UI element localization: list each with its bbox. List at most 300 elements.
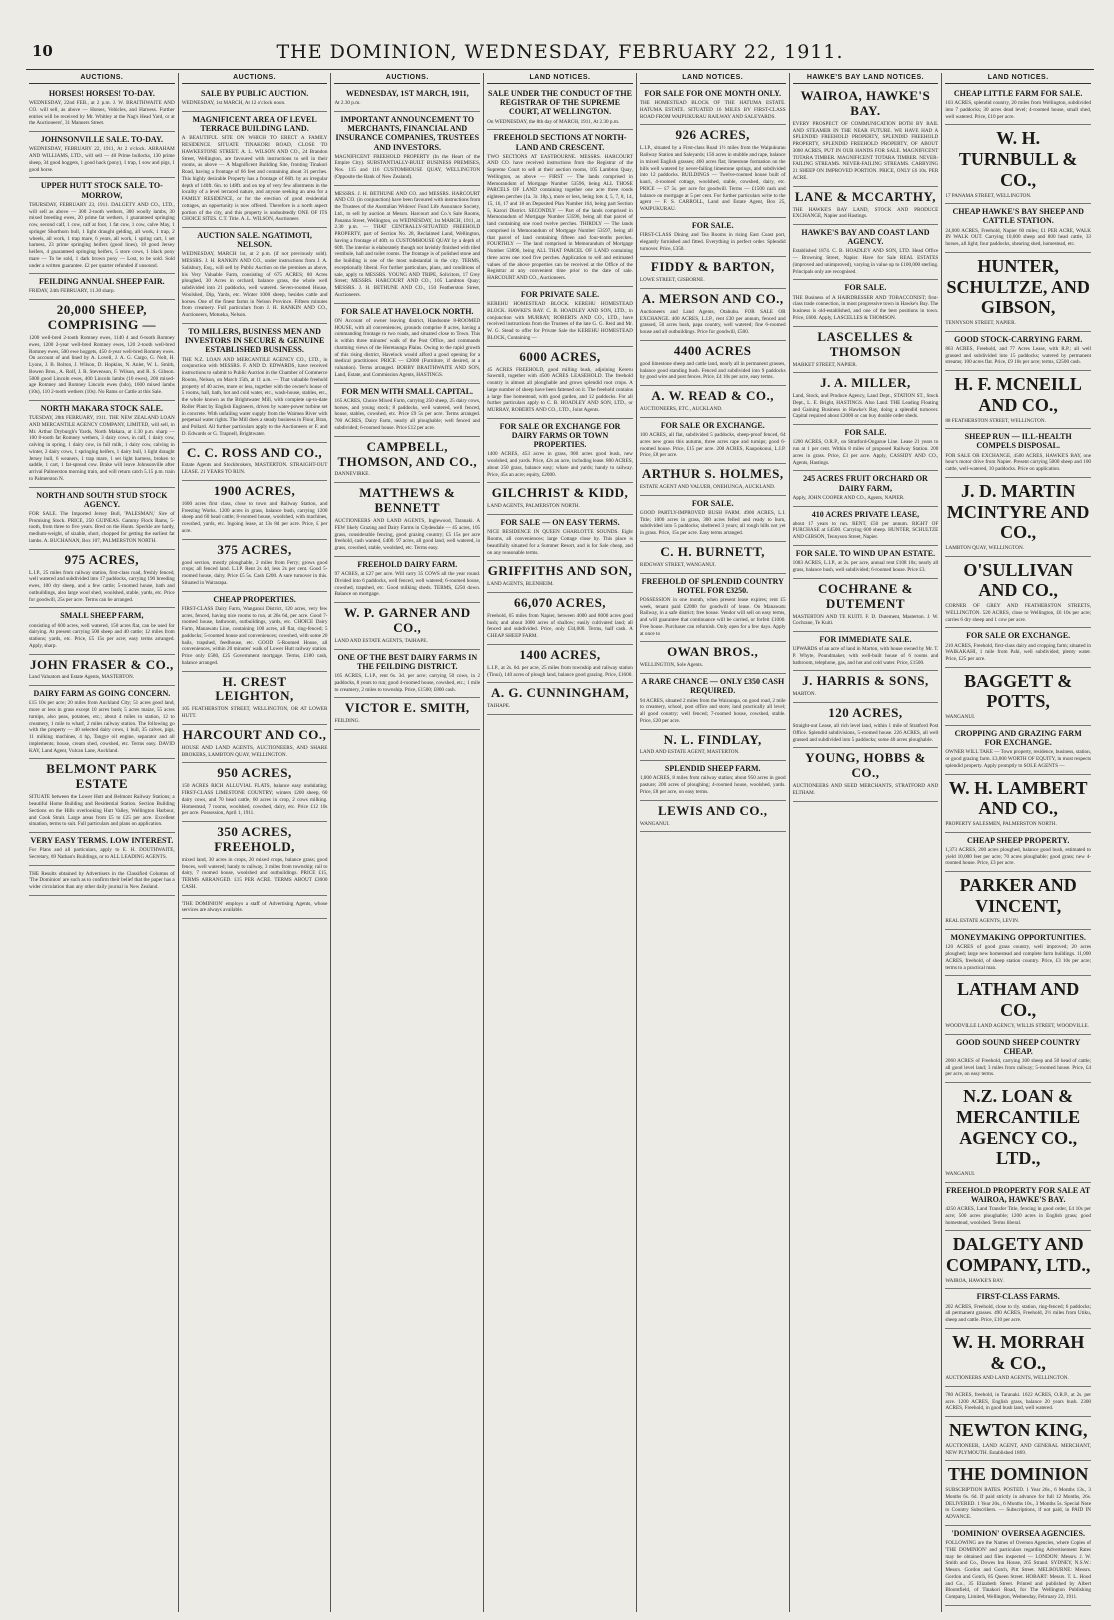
advertisement	[945, 1329, 1091, 1387]
ad-body-text: WEDNESDAY, FEBRUARY 22, 1911, At 2 o'clock. ABRAHAM AND WILLIAMS, LTD., will sell — 40 Prime bullocks, 130 prime sheep, 34 good hoggets, 1 good hack (pony), 1 trap, 1 sow and pigs, 1 good horse.	[29, 146, 175, 173]
advertisement	[793, 671, 939, 703]
advertisement	[945, 1387, 1091, 1417]
advertisement	[29, 300, 175, 401]
ad-body-text: TENNYSON STREET, NAPIER.	[945, 319, 1016, 326]
advertisement	[793, 187, 939, 225]
ad-body-text: FIRST-CLASS Dairy Farm, Wanganui District, 120 acres, very few acres, fenced, having nice rooms to run, at 26s 6d, per acre. Good 7-roomed house, bathroom, outbuildings, yards, etc. CHOICE Dairy Farm, Manawatu Line, containing 100 acres, all flat, ring-fenced; 5 paddocks; 5-roomed house and conveniences; cowshed, with some 20 bails, trapshed, feedhouse, etc. GOOD 5-Roomed House, all conveniences, within 20 minutes' walk of Lower Hutt railway station. Price only £580, £25 Government mortgage. Terms, £180 cash, balance arranged.	[181, 605, 328, 666]
ad-body-text: ON Account of owner leaving district, Handsome 8-ROOMED HOUSE, with all conveniences, grounds comprise 8 acres, having a commanding frontage to two roads, and situated close to Town. This is within three minutes' walk of the Post Office, and commands charming views of the Heretaunga Plains. Owing to the rapid growth of this rising district, Havelock would afford a good opening for a medical practitioner. PRICE — £2000 (Furniture, if desired, at a valuation). Terms arranged. BOBBY BRAITHWAITE AND SON, Land, Estate, and Commission Agents, HASTINGS.	[334, 317, 481, 378]
masthead-rule	[26, 69, 1094, 70]
ad-heading: JOHNSONVILLE SALE. TO-DAY.	[40, 135, 163, 145]
advertisement	[945, 1461, 1091, 1525]
ad-heading: CROPPING AND GRAZING FARM FOR EXCHANGE.	[954, 728, 1082, 748]
advertisement	[640, 257, 786, 289]
ad-body-text: 780 ACRES, freehold, in Taranaki. 1022 ACRES, O.R.P., at 2s. per acre. 1200 ACRES, English grass, balance 20 years bush. 2300 ACRES, Freehold, in good bush land, well watered.	[945, 1391, 1092, 1412]
column	[636, 73, 789, 1612]
ad-body-text: FOR SALE. The Imported Jersey Bull, 'PALESMAN,' Sire of Promising Stock. PRICE, 250 GUINEAS. Gammy Flock Rams, 5-tooth, from three to five years. Bred on the Hunts. Speckle are hardy, medium-weight, of sizable, short, chopped for getting the earliest fat lambs. A. BUCHANAN, Box 107, PALMERSTON NORTH.	[29, 510, 175, 544]
ad-heading: A RARE CHANCE — ONLY £350 CASH REQUIRED.	[641, 677, 785, 696]
ad-heading: FOR SALE.	[844, 283, 887, 293]
ad-heading: HAWKE'S BAY AND COAST LAND AGENCY.	[801, 228, 930, 247]
ad-heading: IMPORTANT ANNOUNCEMENT TO MERCHANTS, FINANCIAL AND INSURANCE COMPANIES, TRUSTEES AND INVESTORS.	[335, 114, 480, 152]
ad-body-text: 210 ACRES, Freehold, first-class dairy and cropping farm; situated in WAIKAKAHI, 1 mile from Pahi, well subdivided, plenty water. Price, £25 per acre.	[945, 642, 1092, 662]
ad-heading: 950 ACRES,	[217, 765, 292, 781]
ad-body-text: 45 ACRES FREEHOLD, good milling bush, adjoining Kereru Sawmill, together with 4500 ACRES LEASEHOLD. The freehold country is almost all ploughable and grows splendid root crops. A large number of sheep have been fattened on it. The freehold contains a large fine homestead, with good garden, and 12 paddocks. For all further particulars apply to C. B. HOADLEY AND SON, LTD., or MURRAY, ROBERTS AND CO., LTD., Joint Agents.	[487, 366, 633, 414]
column-heading: AUCTIONS.	[182, 73, 328, 84]
advertisement	[640, 642, 786, 674]
ad-body-text: AUCTIONEER, LAND AGENT, AND GENERAL MERCHANT, NEW PLYMOUTH. Established 1869.	[945, 1442, 1092, 1456]
ad-heading: LEWIS AND CO.,	[657, 802, 768, 818]
ad-heading: N. L. FINDLAY,	[663, 731, 762, 747]
ad-heading: FIRST-CLASS FARMS.	[976, 1292, 1060, 1302]
advertisement	[29, 866, 175, 896]
advertisement	[29, 608, 175, 654]
advertisement	[182, 324, 328, 443]
ad-body-text: AUCTIONEERS AND SEED MERCHANTS, STRATFORD AND ELTHAM.	[792, 783, 939, 796]
ad-heading: FOR PRIVATE SALE.	[520, 289, 600, 299]
column-heading: HAWKE'S BAY LAND NOTICES.	[793, 73, 939, 84]
advertisement	[945, 833, 1091, 872]
ad-heading: FOR SALE FOR ONE MONTH ONLY.	[644, 89, 782, 98]
ad-heading: FOR SALE — ON EASY TERMS.	[500, 518, 620, 528]
ad-body-text: HOUSE AND LAND AGENTS, AUCTIONEERS, AND SHARE BROKERS, LAMBTON QUAY, WELLINGTON.	[181, 744, 328, 758]
advertisement	[945, 1417, 1091, 1461]
ad-body-text: FOLLOWING are the Names of Oversea Agencies, where Copies of 'THE DOMINION' and particulars regarding Advertisement Rates may be obtained and files inspected — LONDON: Messrs. J. W. Smith and Co., Dowes Inn House, 265 Strand. SYDNEY, N.S.W.: Messrs. Gordon and Gotch, Pitt Street. MELBOURNE: Messrs. Gordon and Gotch, 85 Queen Street. HOBART: Messrs. T. L. Hood and Co., 35 Elizabeth Street. Printed and published by Albert Bloomfield, of Tinakori Road, for The Wellington Publishing Company, Limited, Wellington, Wednesday, February 22, 1911.	[945, 1540, 1092, 1600]
ad-heading: H. CREST LEIGHTON,	[215, 673, 294, 704]
ad-heading: BELMONT PARK ESTATE	[46, 761, 158, 792]
ad-body-text: 17 PANAMA STREET, WELLINGTON.	[945, 192, 1032, 199]
ad-body-text: WOODVILLE LAND AGENCY, WILLIS STREET, WOODVILLE.	[945, 1022, 1090, 1029]
advertisement	[945, 930, 1091, 976]
ad-heading: FOR SALE.	[691, 220, 734, 230]
ad-heading: MONEYMAKING OPPORTUNITIES.	[950, 933, 1086, 943]
ad-heading: 6000 ACRES,	[519, 348, 601, 364]
advertisement	[487, 287, 633, 347]
ad-heading: SALE BY PUBLIC AUCTION.	[200, 89, 309, 98]
ad-heading: 410 ACRES PRIVATE LEASE,	[811, 509, 920, 519]
ad-body-text: For Plans and all particulars, apply to E. H. DOUTHWAITE, Secretary, 69 Nathan's Buildings, or to ALL LEADING AGENTS.	[29, 847, 175, 860]
ad-body-text: EVERY PROSPECT OF COMMUNICATION BOTH BY RAIL AND STEAMER IN THE NEAR FUTURE. WE HAVE HAD A SPLENDID FREEHOLD PROPERTY, SPLENDID FREEHOLD PROPERTY, SPLENDID FREEHOLD PROPERTY, OF ABOUT 3000 ACRES, PUT IN OUR HANDS FOR SALE. MAGNIFICENT TOTARA TIMBER. MAGNIFICENT TOTARA TIMBER. NEVER-FAILING STREAMS. NEVER-FAILING STREAMS. CARRYING 21 SHEEP ON IMPROVED PORTION. PRICE, ONLY £6 10s. PER ACRE.	[792, 120, 939, 181]
ad-heading: 350 ACRES, FREEHOLD,	[214, 824, 295, 854]
ad-body-text: NICE RESIDENCE IN QUEEN CHARLOTTE SOUNDS. Eight Rooms, all conveniences; large Cottage close by. This place is beautifully situated for a Summer Resort, and is for Sale cheap, and on any reasonable terms.	[487, 529, 633, 556]
advertisement	[945, 1289, 1091, 1328]
advertisement	[29, 86, 175, 132]
ad-body-text: THE HAWKE'S BAY LAND, STOCK AND PRODUCE EXCHANGE, Napier and Hastings.	[792, 206, 939, 220]
advertisement	[487, 561, 633, 593]
ad-heading: SHEEP RUN — ILL-HEALTH COMPELS DISPOSAL.	[964, 432, 1072, 451]
ad-body-text: SUBSCRIPTION RATES. POSTED. 1 Year 26s., 6 Months 13s., 3 Months 6s. 6d. If paid strictly in advance for full 12 Months, 26s. DELIVERED. 1 Year 20s., 6 Months 10s., 3 Months 5s. Special Note to Country Subscribers. — Subscriptions, if not paid, in PAID IN ADVANCE.	[945, 1487, 1092, 1521]
ad-heading: CHEAP SHEEP PROPERTY.	[967, 835, 1070, 845]
advertisement	[29, 132, 175, 178]
advertisement	[29, 488, 175, 550]
advertisement	[487, 645, 633, 683]
ad-heading: THE DOMINION	[947, 1464, 1089, 1485]
ad-body-text: REAL ESTATE AGENTS, LEVIN.	[945, 918, 1020, 925]
ad-body-text: 2060 ACRES of Freehold, carrying 300 sheep and 50 head of cattle; all good level land; 3 miles from railway; 5-roomed house. Price, £4 per acre, on easy terms.	[945, 1057, 1092, 1078]
ad-body-text: 94 ACRES, situated 2 miles from the Wairarapa, on good road, 2 mile to creamery, school, post office and store; land practically all level; all good country; well fenced; 7-roomed house, cowshed, stable. Price, £20 per acre.	[639, 697, 786, 724]
advertisement	[334, 186, 480, 304]
ad-heading: COCHRANE & DUTEMENT	[817, 580, 913, 611]
ad-heading: GOOD SOUND SHEEP COUNTRY CHEAP.	[955, 1037, 1081, 1056]
ad-heading: PARKER AND VINCENT,	[959, 875, 1077, 916]
ad-heading: ARTHUR S. HOLMES,	[641, 466, 784, 481]
column	[178, 73, 331, 1612]
advertisement	[487, 483, 633, 515]
ad-body-text: L.I.P., 25 miles from railway station, first-class road, freshly fenced, well watered and subdivided into 17 paddocks, carrying 190 breeding ewes, 100 dry sheep, and a few cattle; 5-roomed house, bath and outbuildings, also large wool shed, woolshed, stable, yards, etc. Price for goodwill, 25s per acre. Terms can be arranged.	[29, 569, 175, 603]
ad-body-text: THE HOMESTEAD BLOCK OF THE HATUMA ESTATE. HATUMA ESTATE. SITUATED 16 MILES BY FIRST-CLASS ROAD FROM WAIPUKURAU RAILWAY AND SALEYARDS.	[639, 100, 786, 120]
ad-body-text: THE Results obtained by Advertisers in the Classified Columns of 'The Dominion' are such as to confirm their belief that the paper has a wider circulation than any other daily journal in New Zealand.	[29, 870, 175, 891]
ad-body-text: 1,373 ACRES, 200 acres ploughed, balance good bush, estimated to yield 10,000 feet per acre; 70 acres ploughable; good grass; new 4-roomed house. Price, £3 per acre.	[945, 846, 1092, 867]
advertisement	[640, 496, 786, 542]
advertisement	[29, 833, 175, 866]
advertisement	[945, 775, 1091, 833]
ad-body-text: WEDNESDAY, MARCH 1st, at 2 p.m. (if not previously sold). MESSRS. J. H. RANKIN AND CO., under instructions from J. A. Salisbury, Esq., will sell by Public Auction on the premises as above, his Very Valuable Farm, consisting of 675 ACRES; 80 Acres ploughed, 30 Acres in orchard, balance grass, the whole well subdivided into 21 paddocks, well watered. Seven-roomed House, Woolshed, Dip, Yards, etc. Winter 1000 sheep, besides cattle and horses. One of the finest farms in Nelson Province. Fifteen minutes from creamery. Full particulars from J. H. RANKIN AND CO., Auctioneers, Motueka, Nelson.	[181, 251, 328, 319]
advertisement	[334, 384, 480, 437]
advertisement	[793, 86, 939, 187]
ad-body-text: SITUATE between the Lower Hutt and Belmont Railway Stations; a beautiful Home Building and Residential Station. Section Building Sections on the Hills overlooking Hutt Valley, Wellington Harbour, and Cook Strait. Large areas from £5 to £25 per acre. Excellent situation, terms to suit. Full particulars and plans on application.	[29, 794, 175, 828]
advertisement	[487, 86, 633, 130]
ad-body-text: 1,000 ACRES, 8 miles from railway station; about 950 acres in good pasture; 200 acres of ploughing; 4-roomed house, woolshed, yards. Price, £8 per acre, on easy terms.	[639, 775, 786, 795]
ad-heading: 1900 ACRES,	[213, 482, 296, 498]
ad-body-text: Freehold, 65 miles from Napier, between 4000 and 8000 acres good bush; and about 3000 acres of shallow; easily cultivated land; all fenced and subdivided. Price, only £34,000. Terms, half cash. A CHEAP SHEEP FARM.	[487, 612, 633, 640]
ad-heading: FOR SALE OR EXCHANGE FOR DAIRY FARMS OR TOWN PROPERTIES.	[499, 421, 621, 450]
ad-heading: TO MILLERS, BUSINESS MEN AND INVESTORS IN SECURE & GENUINE ESTABLISHED BUSINESS.	[184, 326, 325, 355]
ad-heading: LASCELLES & THOMSON	[817, 328, 914, 359]
advertisement	[640, 674, 786, 729]
advertisement	[182, 725, 328, 763]
advertisement	[29, 178, 175, 274]
ad-heading: CHEAP LITTLE FARM FOR SALE.	[953, 89, 1083, 98]
column	[330, 73, 483, 1612]
ad-body-text: FRIDAY, 24th FEBRUARY, 11.30 sharp.	[29, 288, 115, 295]
ad-body-text: 88 FEATHERSTON STREET, WELLINGTON.	[945, 417, 1046, 424]
advertisement	[182, 228, 328, 324]
ad-body-text: Land, Stock, and Produce Agency, Land Dept., STATION ST., Stock Dept., L. E. Bright, HASTINGS. Also Land. THE Leading Floating and Gaining Business in Hawke's Bay, doing a splendid turnover. Capital required about £2000 or can buy double order sheds.	[792, 393, 939, 420]
ad-heading: 4400 ACRES	[673, 342, 752, 358]
advertisement	[640, 801, 786, 833]
column-heading: AUCTIONS.	[334, 73, 480, 84]
ad-heading: 245 ACRES FRUIT ORCHARD OR DAIRY FARM,	[803, 474, 928, 493]
advertisement	[945, 557, 1091, 629]
ad-heading: AUCTION SALE. NGATIMOTI, NELSON.	[197, 231, 312, 250]
ad-heading: FOR SALE. TO WIND UP AN ESTATE.	[795, 548, 936, 558]
ad-heading: C. H. BURNETT,	[660, 543, 766, 559]
ad-body-text: LAND AGENTS, BLENHEIM.	[487, 581, 554, 588]
ad-heading: NORTH MAKARA STOCK SALE.	[40, 403, 163, 413]
ad-body-text: Established 1874. C. B. HOADLEY AND SON, LTD. Head Office — Browning Street, Napier. Have for Sale REAL ESTATES (improved and unimproved), varying in value up to £100,000 sterling. Principals only are recognised.	[792, 248, 939, 275]
ad-body-text: AUCTIONEERS AND LAND AGENTS, WELLINGTON.	[945, 1375, 1069, 1382]
ad-heading: FREEHOLD OF SPLENDID COUNTRY HOTEL FOR £3250.	[641, 576, 784, 595]
ad-body-text: GOOD PARTLY-IMPROVED BUSH FARM. 4900 ACRES, L.I. Title; 1000 acres in grass, 300 acres felled and ready to burn, subdivided into 5 paddocks; sheltered 3 years; all rough hills not yet in grass. Price, 15s per acre. Easy terms arranged.	[639, 509, 786, 537]
advertisement	[487, 130, 633, 287]
advertisement	[487, 515, 633, 561]
ad-body-text: RIDGWAY STREET, WANGANUI.	[639, 561, 716, 568]
ad-heading: CAMPBELL, THOMSON, AND CO.,	[337, 438, 478, 469]
ad-heading: N.Z. LOAN & MERCANTILE AGENCY CO., LTD.,	[956, 1086, 1081, 1169]
ad-body-text: LAND AND ESTATE AGENT, MASTERTON.	[639, 749, 740, 756]
ad-heading: YOUNG, HOBBS & CO.,	[805, 750, 926, 781]
ad-body-text: 24,000 ACRES, Freehold, Napier 60 miles; £1 PER ACRE, WALK IN WALK OUT. Carrying 10,000 sheep and 800 head cattle, 33 horses, all light; four paddocks, shearing shed, homestead, etc.	[945, 227, 1092, 248]
page-number: 10	[32, 42, 53, 60]
advertisement	[945, 371, 1091, 429]
advertisement	[945, 1083, 1091, 1183]
ad-heading: FREEHOLD DAIRY FARM.	[357, 559, 458, 569]
ad-body-text: MASTERTON AND TE KUITI. F. D. Dutement, Masterton. J. W. Cochrane, Te Kuiti.	[792, 613, 939, 627]
ad-heading: VICTOR E. SMITH,	[344, 700, 470, 716]
ad-body-text: about 17 years to run. RENT, £50 per annum. RIGHT OF PURCHASE at £4500. Carrying 600 sheep. HUNTER, SCHULTZE AND GIBSON, Tennyson Street, Napier.	[792, 520, 939, 541]
advertisement	[334, 483, 480, 557]
advertisement	[182, 822, 328, 896]
ad-body-text: THE Business of A HAIRDRESSER AND TOBACCONIST; first-class trade connection, in most progressive town in Hawke's Bay. The business is old-established, and one of the best positions in town. Price, £600. Apply, LASCELLES & THOMSON.	[792, 294, 939, 321]
advertisement	[640, 386, 786, 418]
advertisement	[182, 763, 328, 822]
ad-heading: SPLENDID SHEEP FARM.	[664, 764, 761, 774]
advertisement	[640, 542, 786, 574]
ad-heading: 66,070 ACRES,	[513, 594, 607, 610]
ad-heading: W. H. MORRAH & CO.,	[952, 1331, 1085, 1373]
ad-heading: A. G. CUNNINGHAM,	[490, 685, 630, 701]
advertisement	[945, 726, 1091, 775]
ad-body-text: Apply, JOHN COOPER AND CO., Agents, NAPIER.	[792, 494, 905, 501]
ad-body-text: Straight-out Lease, all rich level land, within 1 mile of Stratford Post Office. Splendid subdivisions, 5-roomed house. 226 ACRES, all well grassed and subdivided into 5 paddocks; some 40 acres ploughable.	[792, 723, 939, 743]
ad-body-text: 'THE DOMINION' employs a staff of Advertising Agents, whose services are always available.	[181, 900, 328, 914]
advertisement	[945, 976, 1091, 1034]
ad-body-text: WANGANUI.	[945, 714, 976, 721]
ad-body-text: good section, mostly ploughable, 2 miles from Ferry; grows good crops; all fenced land. L.I.P. Rent 2s 4d, less 2s per cent. Good 5-roomed house, dairy. Price £5 5s. Cash £200. A sure turnover in this. Situated in Wairarapa.	[181, 559, 328, 586]
ad-body-text: consisting of 600 acres, well watered, 150 acres flat, can be used for dairying. At present carrying 500 sheep and 40 cattle; 12 miles from stations; yards, etc. Price, £5 15s per acre; easy terms arranged. Apply, sharp.	[29, 622, 175, 649]
advertisement	[182, 540, 328, 592]
ad-body-text: WEDNESDAY, 1st MARCH, At 12 o'clock noon.	[181, 100, 286, 107]
advertisement	[182, 443, 328, 481]
advertisement	[640, 289, 786, 341]
ad-heading: FOR MEN WITH SMALL CAPITAL.	[341, 386, 474, 396]
ad-body-text: 165 ACRES, Choice Mixed Farm, carrying 250 sheep, 25 dairy cows, horses, and young stock; 8 paddocks, well watered, well fenced, house, stables, cowshed, etc. Price £9 5s per acre. Terms arranged. 700 ACRES, Dairy Farm, nearly all ploughable; well fenced and subdivided; 6-roomed house. Price £12 per acre.	[334, 397, 481, 431]
column-heading: AUCTIONS.	[29, 73, 175, 84]
ad-heading: HARCOURT AND CO.,	[182, 726, 327, 742]
advertisement	[945, 253, 1091, 332]
ad-heading: A. MERSON AND CO.,	[641, 291, 784, 306]
ad-body-text: WAIROA, HAWKE'S BAY.	[945, 1277, 1004, 1284]
ad-heading: FOR SALE.	[691, 498, 734, 508]
advertisement	[793, 373, 939, 425]
ad-heading: VERY EASY TERMS. LOW INTEREST.	[30, 836, 174, 845]
ad-body-text: PROPERTY SALESMEN, PALMERSTON NORTH.	[945, 820, 1057, 827]
advertisement	[334, 86, 480, 112]
ad-body-text: 100 ACRES, all flat, subdivided 5 paddocks, sheep-proof fenced, 64 acres new grass this autumn, three acres rape and turnips; good 6-roomed house. Price, £15 per acre. 200 ACRES, Kaupokonui, L.I.P. Price, £8 per acre.	[639, 432, 786, 459]
advertisement	[945, 478, 1091, 557]
advertisement	[793, 632, 939, 671]
ad-body-text: MARKET STREET, NAPIER.	[792, 361, 857, 368]
advertisement	[29, 759, 175, 833]
ad-heading: W. H. TURNBULL & CO.,	[958, 128, 1078, 190]
masthead	[26, 38, 1094, 66]
ad-heading: BAGGETT & POTTS,	[964, 670, 1073, 712]
advertisement	[29, 686, 175, 759]
advertisement	[945, 429, 1091, 478]
advertisement	[334, 557, 480, 603]
ad-body-text: MARTON.	[792, 691, 816, 698]
column	[483, 73, 636, 1612]
advertisement	[945, 86, 1091, 125]
ad-body-text: LAMBTON QUAY, WELLINGTON.	[945, 544, 1024, 551]
advertisement	[29, 550, 175, 609]
ad-heading: UPPER HUTT STOCK SALE. TO-MORROW,	[40, 181, 163, 200]
ad-heading: SMALL SHEEP FARM,	[60, 611, 144, 621]
ad-body-text: MAGNIFICENT FREEHOLD PROPERTY (In the Heart of the Empire City). SUBSTANTIALLY-BUILT BUSINESS PREMISES, Nos. 115 and 116 CUSTOMHOUSE QUAY, WELLINGTON (Opposite the Bank of New Zealand).	[334, 153, 481, 180]
column-heading: LAND NOTICES.	[945, 73, 1091, 84]
ad-heading: ONE OF THE BEST DAIRY FARMS IN THE FEILDING DISTRICT.	[337, 652, 478, 671]
ad-body-text: 120 ACRES of good grass country, well improved; 20 acres ploughed; large new homestead and complete farm buildings. 11,000 ACRES, freehold, of sheep station country. Price, £3 10s per acre; terms to a practical man.	[945, 944, 1092, 971]
ad-body-text: THURSDAY, FEBRUARY 23, 1911. DALGETY AND CO., LTD., will sell as above — 300 2-tooth wethers, 300 woolly lambs, 30 mixed breeding ewes, 20 prime fat wethers, 1 guaranteed springing cow, second calf, 1 cow, calf at foot, 1 fat cow, 1 cow, calve May, 1 springer Shorthorn bull, 1 light draught gelding, all work, 1 trap, 2 wheels, all work, 1 trap mare, 6 years, all work, 1 spring cart, 1 set harness, 23 prime springing heifers (good lines), 18 good Jersey heifers, 4 guaranteed springing heifers, 5 store cows, 1 black pony mare — To be sold, 1 dark brown pony — Lost, to be sold. Sold under a written guarantee. £2 per quarter refunded if unsound.	[29, 201, 175, 269]
advertisement	[640, 730, 786, 762]
ad-heading: GOOD STOCK-CARRYING FARM.	[954, 334, 1083, 344]
ad-heading: NEWTON KING,	[948, 1420, 1088, 1441]
ad-heading: 375 ACRES,	[217, 541, 292, 557]
ad-heading: CHEAP PROPERTIES.	[213, 594, 296, 604]
advertisement	[487, 683, 633, 715]
ad-heading: MAGNIFICENT AREA OF LEVEL TERRACE BUILDING LAND.	[192, 114, 317, 134]
ad-body-text: LAND AGENTS, PALMERSTON NORTH.	[487, 503, 580, 510]
ad-body-text: 105 ACRES, L.I.P., rent 6s. 3d. per acre; carrying 50 cows, in 2 paddocks, 8 years to run; good 4-roomed house, cowshed, etc.; 1 mile to creamery, 2 miles to township. Price, £1500; £800 cash.	[334, 673, 481, 693]
ad-heading: HUNTER, SCHULTZE, AND GIBSON,	[946, 255, 1090, 318]
advertisement	[334, 112, 480, 186]
ad-heading: LANE & MCCARTHY,	[794, 188, 936, 204]
ad-body-text: MESSRS. J. H. BETHUNE AND CO. and MESSRS. HARCOURT AND CO. (in conjunction) have been favoured with instructions from the Trustees of the Australian Widows' Fund Life Assurance Society, Ltd., to sell by auction at Messrs. Harcourt and Co.'s Sale Rooms, Panama Street, Wellington, on WEDNESDAY, 1st MARCH, 1911, at 2.30 p.m. — THAT CENTRALLY-SITUATED FREEHOLD PROPERTY, part of Section No. 28, Reclaimed Land, Wellington, having a frontage of 40ft. to CUSTOMHOUSE QUAY by a depth of 60ft. The interior is elaborately though not lavishly finished with tiled vestibule, hall and toilet rooms. The frontage is of polished stone and the building is one of the most substantial in the city. TERMS, exceptionally liberal. For further particulars, plans, and conditions of sale, apply to MESSRS. YOUNG AND TRIPE, Solicitors, 17 Grey Street; MESSRS. HARCOURT AND CO., 105 Lambton Quay; MESSRS. J. H. BETHUNE AND CO., 150 Featherston Street, Auctioneers.	[334, 190, 481, 298]
advertisement	[793, 579, 939, 632]
newspaper-title: THE DOMINION, WEDNESDAY, FEBRUARY 22, 1911.	[276, 41, 844, 63]
advertisement	[640, 218, 786, 257]
ad-heading: 20,000 SHEEP, COMPRISING —	[47, 302, 156, 333]
ad-heading: 120 ACRES,	[828, 705, 903, 721]
ad-body-text: WANGANUI.	[639, 820, 670, 827]
ad-heading: A. W. READ & CO.,	[651, 388, 775, 404]
advertisement	[793, 703, 939, 748]
ad-heading: FREEHOLD SECTIONS AT NORTH-LAND AND CRESCENT.	[493, 133, 627, 152]
column	[941, 73, 1094, 1612]
ad-body-text: Estate Agents and Stockbrokers, MASTERTON. STRAIGHT-OUT LEASE. 21 YEARS TO RUN.	[181, 462, 328, 476]
columns-container	[26, 73, 1094, 1612]
advertisement	[29, 274, 175, 300]
ad-heading: OWAN BROS.,	[667, 644, 759, 660]
ad-body-text: UPWARDS of an acre of land in Marton, with house owned by Mr. T. P. Whyte, Poundmaker, with well-built house of 6 rooms and bathroom, telephone, gas, and hot and cold water. Price, £1500.	[792, 646, 939, 666]
advertisement	[640, 464, 786, 496]
ad-heading: O'SULLIVAN AND CO.,	[963, 559, 1074, 601]
advertisement	[793, 748, 939, 801]
ad-body-text: 1083 ACRES, L.I.P., at 2s. per acre, annual rent £108 10s; nearly all grass, balance bush, well subdivided; 6-roomed house. Price £3.	[792, 560, 939, 573]
advertisement	[945, 332, 1091, 371]
ad-body-text: CORNER OF GREY AND FEATHERSTON STREETS, WELLINGTON. 520 ACRES, close to Wellington, £6 10s per acre; carries 6 dry sheep and 1 cow per acre.	[945, 603, 1092, 623]
advertisement	[334, 437, 480, 484]
advertisement	[182, 86, 328, 112]
ad-body-text: A BEAUTIFUL SITE ON WHICH TO ERECT A FAMILY RESIDENCE. SITUATE TINAKORI ROAD, CLOSE TO HAWKESTONE STREET. A. L. WILSON AND CO., 24 Brandon Street, Wellington, are favoured with instructions to sell in their rooms, as above — A Magnificent Building Site, fronting Tinakori Road, having a frontage of 66 feet and containing about 31 perches. This highly desirable Property has a frontage of 66ft. by an irregular depth of 140ft. 6in. to 148ft. and on top of very few allotments in the locality of a level terraced nature, and anyone seeking an area for a FAMILY RESIDENCE, or for the erection of good residential cottages, an opportunity is now offered. Therefore is a north aspect portion of the city, and this property is undoubtedly ONE OF ITS CHOICE SITES. C.T. Title. A. L. WILSON, Auctioneer.	[181, 135, 328, 223]
ad-body-text: good limestone sheep and cattle land, nearly all in permanent grasses, balance good standing bush. Fenced and subdivided into 9 paddocks by good wire and post fences. Price, £4 10s per acre, easy terms.	[639, 360, 786, 381]
ad-heading: FEILDING ANNUAL SHEEP FAIR.	[39, 277, 165, 287]
ad-body-text: DANNEVIRKE.	[334, 471, 370, 478]
ad-body-text: 103 ACRES, splendid country, 20 miles from Wellington, subdivided into 7 paddocks; 30 acres dead level; 4-roomed house, small shed, well watered. Price, £10 per acre.	[945, 100, 1092, 120]
advertisement	[945, 1183, 1091, 1232]
ad-body-text: L.I.P., at 2s. 6d. per acre, 25 miles from township and railway station (Tinui), 140 acres of plough land, balance good grazing. Price, £1600.	[487, 664, 633, 678]
advertisement	[793, 546, 939, 579]
advertisement	[945, 628, 1091, 667]
ad-heading: J. D. MARTIN MCINTYRE AND CO.,	[946, 480, 1090, 543]
advertisement	[640, 341, 786, 386]
advertisement	[182, 896, 328, 920]
ad-heading: JOHN FRASER & CO.,	[30, 656, 174, 672]
column-heading: LAND NOTICES.	[640, 73, 786, 84]
advertisement	[945, 668, 1091, 726]
ad-heading: 'DOMINION' OVERSEA AGENCIES.	[951, 1528, 1085, 1538]
advertisement	[182, 112, 328, 228]
ad-body-text: POSSESSION in one month, when present lease expires; rent £5 week, tenant paid £2000 for goodwill of lease. On Manawatu Railway, in a safe district; free house. Vendor will sell on easy terms, and will guarantee that continuance will be carried, or forfeit £1000. Free house. Purchaser can refurnish. Only open for a few days. Apply at once to	[639, 596, 786, 637]
advertisement	[334, 698, 480, 730]
advertisement	[945, 125, 1091, 204]
ad-heading: 1400 ACRES,	[519, 646, 601, 662]
ad-body-text: 863 ACRES, Freehold, and 77 Acres Lease, with R.P.; all well grassed and subdivided into 15 paddocks; watered by permanent streams; 100 acres flat. Price, £9 10s per acre; terms, £2500 cash.	[945, 345, 1092, 366]
advertisement	[640, 574, 786, 643]
ad-heading: 926 ACRES,	[675, 127, 750, 143]
ad-body-text: KEREHU HOMESTEAD BLOCK. KEREHU HOMESTEAD BLOCK. HAWKE'S BAY. C. B. HOADLEY AND SON, LTD., in conjunction with MURRAY, ROBERTS AND CO., LTD., have received instructions from the Trustees of the late G. G. Reid and Mr. W. G. Stead to offer for Private Sale the KEREHU HOMESTEAD BLOCK, Containing —	[487, 301, 633, 341]
advertisement	[487, 347, 633, 419]
column	[26, 73, 178, 1612]
advertisement	[640, 86, 786, 125]
ad-heading: FOR SALE OR EXCHANGE.	[966, 631, 1071, 641]
ad-body-text: AUCTIONEERS AND LAND AGENTS, Inglewood, Taranaki. A FEW likely Grazing and Dairy Farms in Clydesdale — 45 acres, 105 grass, considerable fencing, good grazing country; £5 15s per acre freehold, cash wanted, £400. 97 acres, all good land, well watered, in grass, cowshed, stable, woolshed, etc. Terms easy.	[334, 518, 481, 552]
ad-body-text: FEILDING.	[334, 718, 360, 725]
ad-body-text: TAIHAPE.	[487, 703, 511, 710]
ad-body-text: At 2.30 p.m.	[334, 100, 361, 107]
ad-heading: H. F. MCNEILL AND CO.,	[954, 374, 1082, 415]
ad-heading: GILCHRIST & KIDD,	[491, 485, 629, 501]
ad-body-text: TUESDAY, 28th FEBRUARY, 1911. THE NEW ZEALAND LOAN AND MERCANTILE AGENCY COMPANY, LIMITED, will sell, in Mr. Arthur Dryburgh's Yards, North Makara, at 1.30 p.m. sharp — 100 8-tooth fat Romney wethers, 3 dairy cows, in calf, 1 dairy cow, calving in spring, 1 dairy cow, in full milk, 1 dairy cow, calving in winter, 2 dairy cows, 1 springing heifers, 1 dairy bull, 1 light draught Jersey bull, 6 weaners, 1 trap mare, 1 set light harness, broken to saddle, 1 cart, 1 fat-spread cow. Brake will leave Johnsonville after arrival Palmerston morning train, and will return catch 5.15 p.m. train to Palmerston N.	[29, 415, 175, 482]
advertisement	[945, 1231, 1091, 1289]
ad-body-text: Auctioneers and Land Agents, Otahuhu. FOR SALE OR EXCHANGE. 400 ACRES, L.I.P., rent £30 per annum, fenced and grassed, 50 acres bush, papa country, well watered; fine 6-roomed house and all outbuildings. Price for goodwill, £500.	[639, 308, 786, 336]
ad-heading: J. HARRIS & SONS,	[802, 673, 929, 689]
ad-body-text: ESTATE AGENT AND VALUER, ONEHUNGA, AUCKLAND.	[639, 483, 776, 490]
advertisement	[793, 471, 939, 506]
ad-body-text: 105 FEATHERSTON STREET, WELLINGTON, OR AT LOWER HUTT.	[181, 706, 328, 720]
ad-heading: MATTHEWS & BENNETT	[359, 485, 456, 516]
ad-body-text: LAND AND ESTATE AGENTS, TAIHAPE.	[334, 637, 428, 644]
ad-body-text: Land Valuators and Estate Agents, MASTERTON.	[29, 674, 135, 681]
advertisement	[487, 593, 633, 645]
ad-body-text: 1200 ACRES, O.R.P., on Stratford-Ongarue Line. Lease 21 years to run at 1 per cent. Within 8 miles of proposed Railway Station. 200 acres in grass. Price, £3 per acre. Apply, CASSIDY AND CO., Agents, Hastings.	[792, 439, 939, 466]
advertisement	[29, 401, 175, 488]
ad-heading: HORSES! HORSES! TO-DAY.	[48, 89, 155, 98]
ad-heading: WAIROA, HAWKE'S BAY.	[800, 88, 931, 118]
advertisement	[334, 603, 480, 650]
ad-body-text: mixed land, 30 acres in crops, 20 mixed crops, balance grass; good fences, well watered; handy to railway, 3 miles from township; rail to dairy, 7 roomed house, woolshed and outbuildings. PRICE £15, TERMS ARRANGED. £15 PER ACRE. TERMS ABOUT £3000 CASH.	[181, 856, 328, 890]
advertisement	[793, 507, 939, 546]
ad-heading: W. H. LAMBERT AND CO.,	[948, 777, 1088, 819]
ad-heading: FOR SALE.	[844, 428, 887, 438]
advertisement	[945, 872, 1091, 930]
advertisement	[945, 1035, 1091, 1084]
ad-heading: FREEHOLD PROPERTY FOR SALE AT WAIROA, HAWKE'S BAY.	[946, 1185, 1091, 1204]
advertisement	[640, 418, 786, 464]
ad-body-text: 1400 ACRES, 453 acres in grass, 900 acres good bush, new woolshed, and yards. Price, 42s an acre, including lease. 800 ACRES, about 250 grass, balance easy; whare and yards; handy to railway. Price, 45s an acre; equity, £2000.	[487, 451, 633, 478]
ad-heading: FOR SALE OR EXCHANGE.	[660, 420, 765, 430]
advertisement	[182, 592, 328, 672]
ad-heading: DALGETY AND COMPANY, LTD.,	[945, 1234, 1091, 1275]
ad-body-text: FOR SALE OR EXCHANGE, 4500 ACRES, HAWKE'S BAY, one hour's motor drive from Napier. Present carrying 5000 sheep and 100 cattle, well-watered, 10 paddocks. Price on application.	[945, 452, 1092, 473]
ad-heading: J. A. MILLER,	[820, 375, 911, 391]
advertisement	[29, 655, 175, 687]
advertisement	[793, 425, 939, 471]
ad-body-text: WEDNESDAY, 22nd FEB., at 2 p.m. J. W. BRAITHWAITE AND CO. will sell, as above — Horses, Vehicles, and Harness. Further entries will be received by Mr. Whitley at the Nag's Head Yard, or at the Auctioneers', 31 Manners Street.	[29, 100, 175, 127]
ad-heading: CHEAP HAWKE'S BAY SHEEP AND CATTLE STATION.	[952, 207, 1084, 226]
ad-heading: FIDDY & BARTON,	[650, 259, 775, 275]
ad-body-text: WANGANUI.	[945, 1170, 976, 1177]
ad-heading: WEDNESDAY, 1ST MARCH, 1911,	[345, 89, 469, 98]
ad-heading: GRIFFITHS AND SON,	[487, 563, 633, 579]
